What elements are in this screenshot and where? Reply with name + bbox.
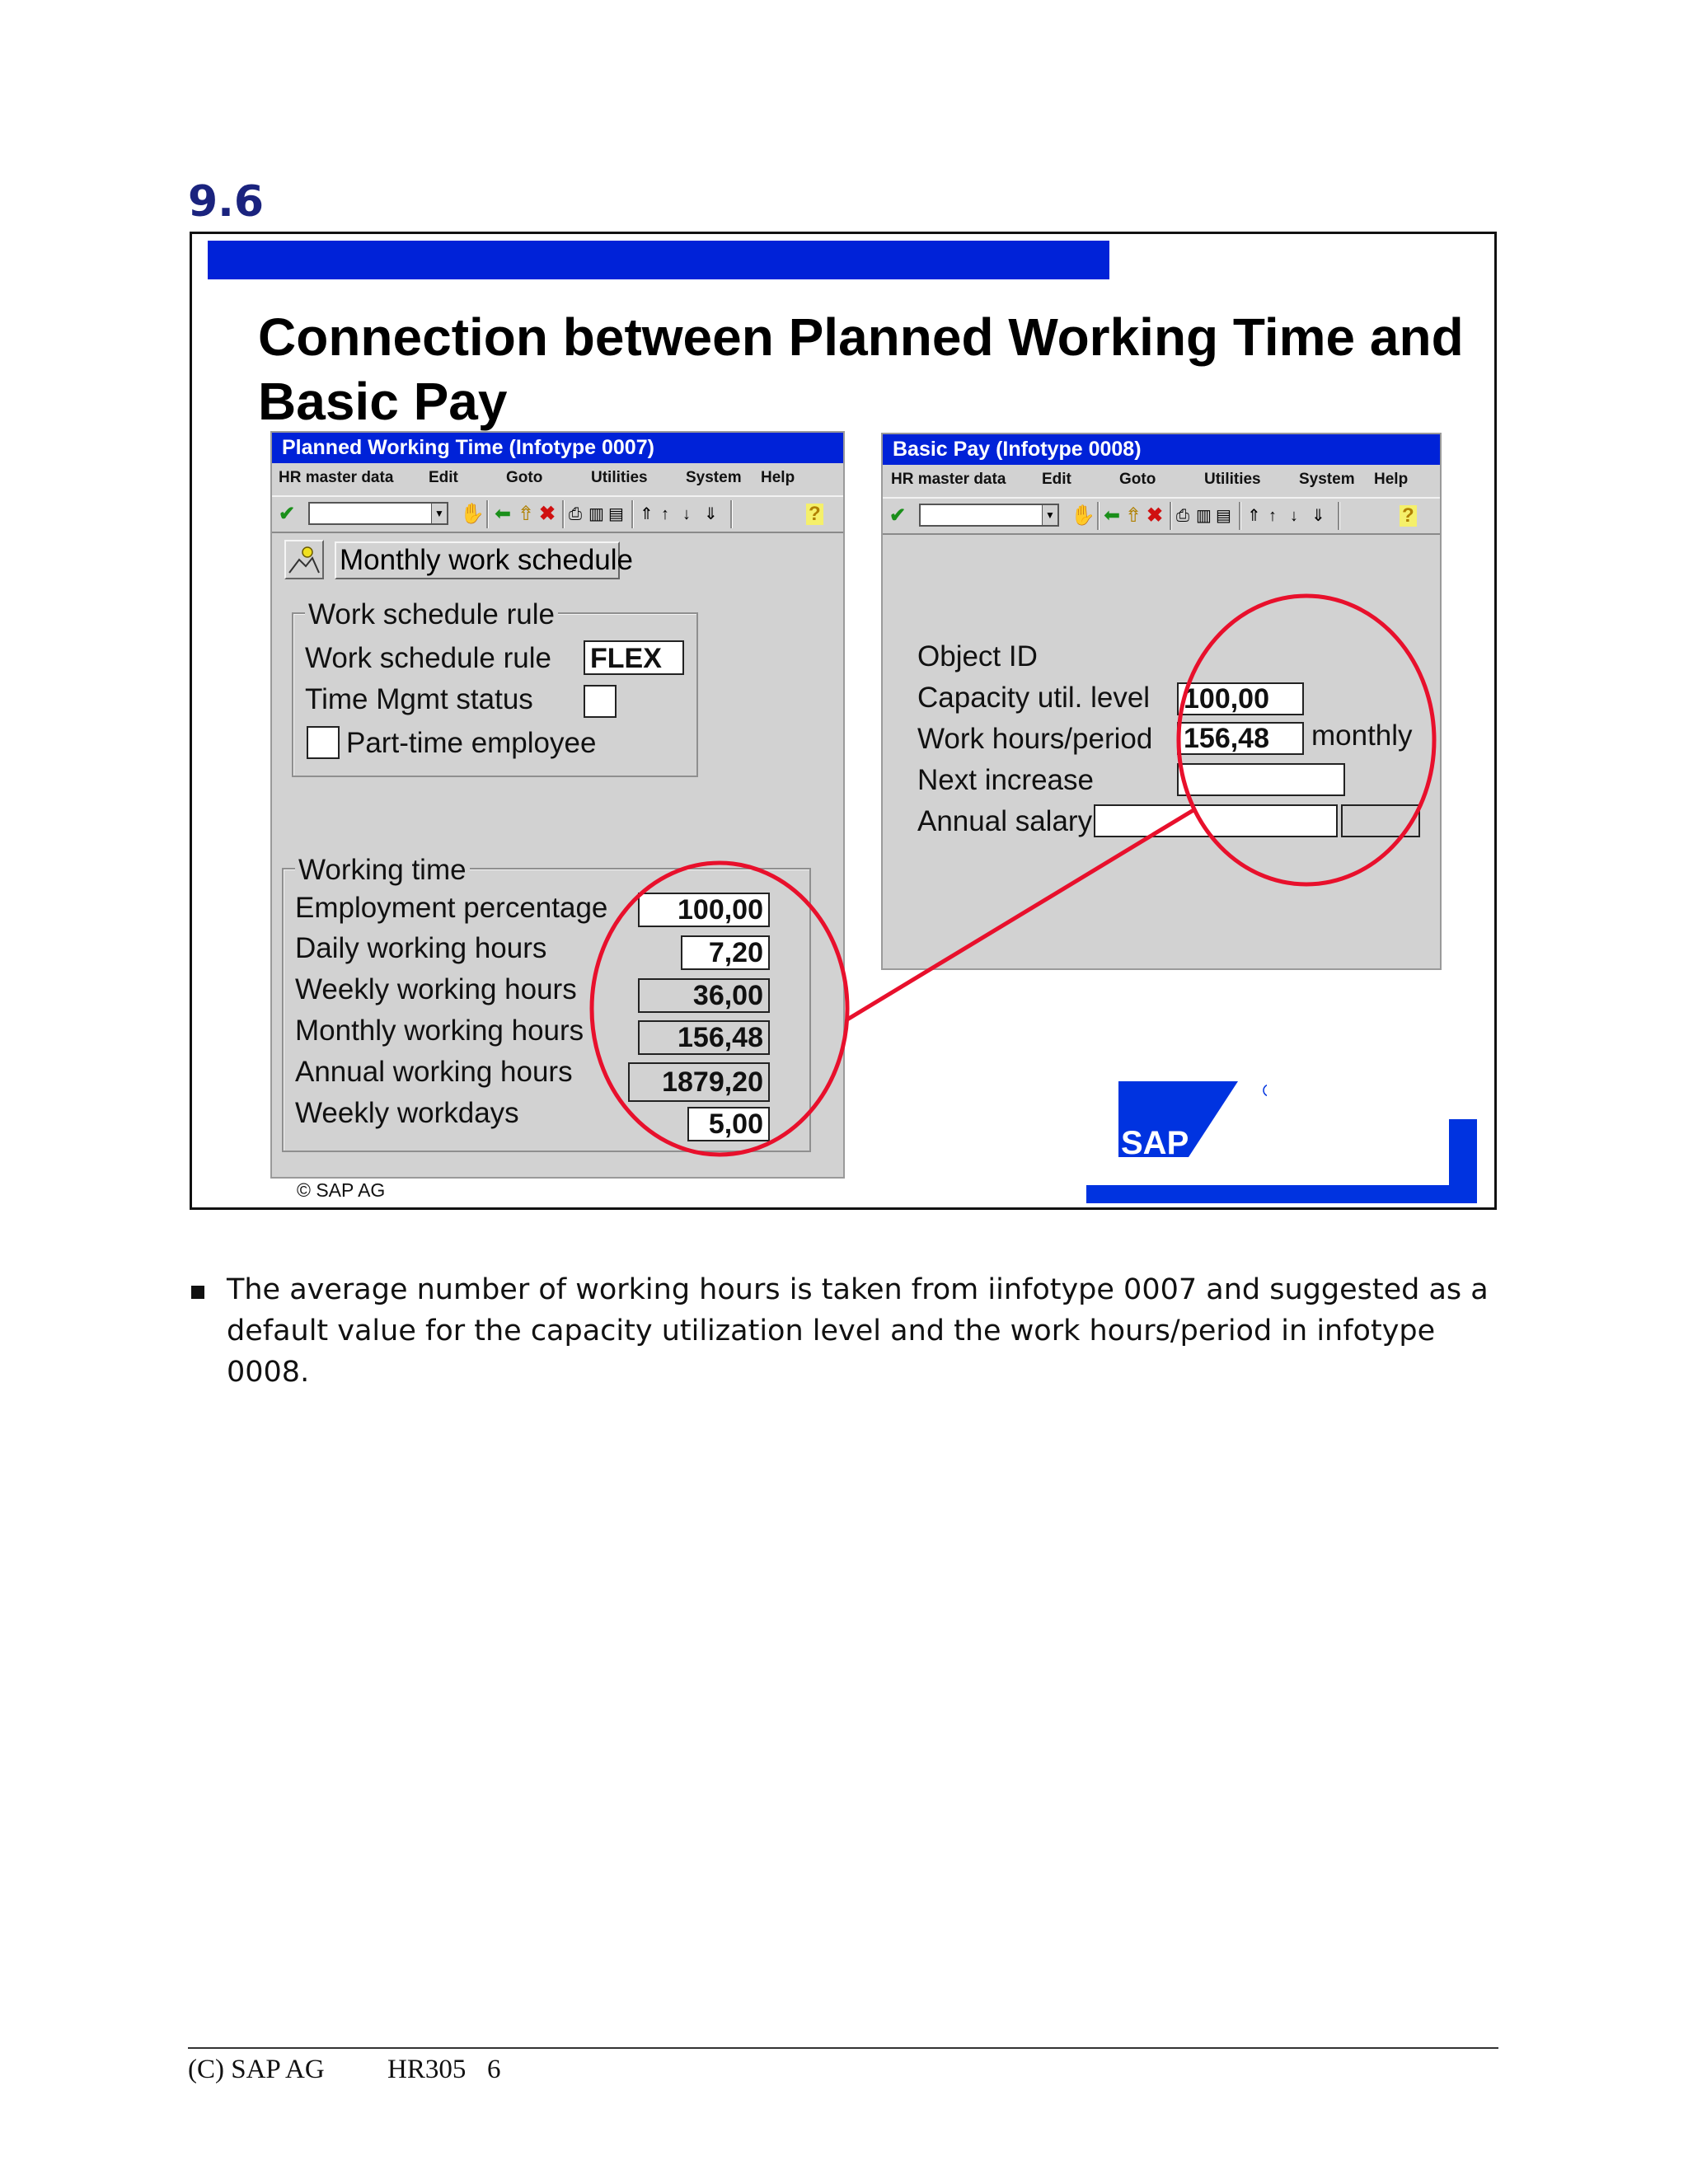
capacity-util-level-field[interactable]: 100,00 bbox=[1177, 682, 1304, 715]
time-mgmt-status-label: Time Mgmt status bbox=[305, 683, 533, 715]
find-icon[interactable]: ▥ bbox=[588, 505, 604, 523]
capacity-util-level-label: Capacity util. level bbox=[917, 682, 1151, 714]
weekly-workdays-label: Weekly workdays bbox=[295, 1097, 519, 1129]
slide-title: Connection between Planned Working Time and Basic Pay bbox=[258, 307, 1464, 431]
bullet-text: The average number of working hours is taken from iinfotype 0007 and suggested as a default value for the capacity utilization level and the work hours/period in infotype 0008. bbox=[227, 1273, 1489, 1389]
previous-page-icon[interactable]: ↑ bbox=[661, 505, 669, 523]
menu-help[interactable]: Help bbox=[761, 469, 795, 486]
work-schedule-rule-field[interactable]: FLEX bbox=[584, 640, 684, 675]
first-page-icon[interactable]: ⇑ bbox=[1247, 507, 1261, 525]
employment-percentage-label: Employment percentage bbox=[295, 892, 608, 924]
work-schedule-rule-label: Work schedule rule bbox=[305, 642, 551, 674]
menu-system[interactable]: System bbox=[686, 469, 742, 486]
enter-check-icon[interactable]: ✔ bbox=[279, 503, 296, 525]
exit-icon[interactable]: ⇮ bbox=[518, 503, 535, 525]
back-icon[interactable]: ⬅ bbox=[495, 503, 512, 525]
monthly-working-hours-label: Monthly working hours bbox=[295, 1015, 584, 1047]
part-time-label: Part-time employee bbox=[346, 727, 597, 759]
connector-line bbox=[847, 810, 1193, 1019]
monthly-work-schedule-button[interactable]: Monthly work schedule bbox=[335, 541, 620, 579]
work-hours-period-label: Work hours/period bbox=[917, 723, 1153, 755]
employment-percentage-field[interactable]: 100,00 bbox=[638, 893, 770, 927]
annual-salary-label: Annual salary bbox=[917, 805, 1093, 837]
annual-working-hours-field: 1879,20 bbox=[628, 1062, 770, 1102]
menu-edit[interactable]: Edit bbox=[429, 469, 458, 486]
menu-edit[interactable]: Edit bbox=[1042, 471, 1071, 488]
help-icon[interactable]: ? bbox=[1400, 505, 1417, 527]
section-number: 9.6 bbox=[188, 177, 265, 227]
footer-course: HR305 bbox=[387, 2055, 467, 2084]
window-title: Basic Pay (Infotype 0008) bbox=[883, 434, 1440, 465]
group-title: Work schedule rule bbox=[305, 598, 558, 631]
menu-hr-master-data[interactable]: HR master data bbox=[891, 471, 1006, 488]
last-page-icon[interactable]: ⇓ bbox=[1311, 507, 1325, 525]
menu-system[interactable]: System bbox=[1299, 471, 1355, 488]
help-icon[interactable]: ? bbox=[806, 504, 823, 525]
sap-logo bbox=[1118, 1081, 1267, 1157]
menu-utilities[interactable]: Utilities bbox=[1204, 471, 1261, 488]
next-increase-label: Next increase bbox=[917, 764, 1094, 796]
daily-working-hours-field[interactable]: 7,20 bbox=[681, 935, 770, 970]
save-icon[interactable]: ✋ bbox=[1071, 504, 1095, 527]
work-hours-period-unit: monthly bbox=[1311, 719, 1413, 752]
last-page-icon[interactable]: ⇓ bbox=[704, 505, 718, 523]
cancel-icon[interactable]: ✖ bbox=[1146, 504, 1164, 527]
highlight-circle-basic-pay bbox=[1179, 596, 1434, 884]
highlight-circle-working-time bbox=[592, 863, 847, 1155]
dropdown-arrow-icon[interactable]: ▼ bbox=[431, 504, 447, 523]
next-page-icon[interactable]: ↓ bbox=[682, 505, 691, 523]
window-title: Planned Working Time (Infotype 0007) bbox=[272, 433, 843, 463]
footer-rule bbox=[188, 2047, 1498, 2049]
first-page-icon[interactable]: ⇑ bbox=[640, 505, 654, 523]
print-icon[interactable]: ⎙ bbox=[569, 505, 582, 523]
weekly-working-hours-field: 36,00 bbox=[638, 978, 770, 1013]
bullet-square-icon bbox=[191, 1286, 204, 1299]
dropdown-arrow-icon[interactable]: ▼ bbox=[1042, 505, 1057, 525]
menu-goto[interactable]: Goto bbox=[506, 469, 543, 486]
footer-page-number: 6 bbox=[487, 2055, 501, 2084]
sap-logo-text: SAP bbox=[1121, 1125, 1189, 1157]
menu-goto[interactable]: Goto bbox=[1119, 471, 1156, 488]
cancel-icon[interactable]: ✖ bbox=[539, 503, 556, 525]
weekly-workdays-field[interactable]: 5,00 bbox=[687, 1107, 770, 1141]
weekly-working-hours-label: Weekly working hours bbox=[295, 973, 577, 1005]
exit-icon[interactable]: ⇮ bbox=[1125, 504, 1142, 527]
menu-utilities[interactable]: Utilities bbox=[591, 469, 648, 486]
monthly-working-hours-field: 156,48 bbox=[638, 1020, 770, 1055]
back-icon[interactable]: ⬅ bbox=[1104, 504, 1121, 527]
save-icon[interactable]: ✋ bbox=[460, 503, 485, 525]
group-title: Working time bbox=[295, 854, 470, 887]
enter-check-icon[interactable]: ✔ bbox=[889, 504, 907, 527]
object-id-label: Object ID bbox=[917, 640, 1038, 673]
footer-copyright: (C) SAP AG bbox=[188, 2055, 325, 2084]
daily-working-hours-label: Daily working hours bbox=[295, 932, 547, 964]
print-icon[interactable]: ⎙ bbox=[1176, 507, 1189, 525]
menu-hr-master-data[interactable]: HR master data bbox=[279, 469, 394, 486]
work-hours-period-field[interactable]: 156,48 bbox=[1177, 722, 1304, 755]
previous-page-icon[interactable]: ↑ bbox=[1268, 507, 1277, 525]
slide-copyright: © SAP AG bbox=[297, 1179, 386, 1201]
find-icon[interactable]: ▥ bbox=[1196, 507, 1212, 525]
find-next-icon[interactable]: ▤ bbox=[1216, 507, 1231, 525]
annual-working-hours-label: Annual working hours bbox=[295, 1056, 573, 1088]
menu-help[interactable]: Help bbox=[1374, 471, 1409, 488]
find-next-icon[interactable]: ▤ bbox=[608, 505, 624, 523]
next-page-icon[interactable]: ↓ bbox=[1290, 507, 1298, 525]
